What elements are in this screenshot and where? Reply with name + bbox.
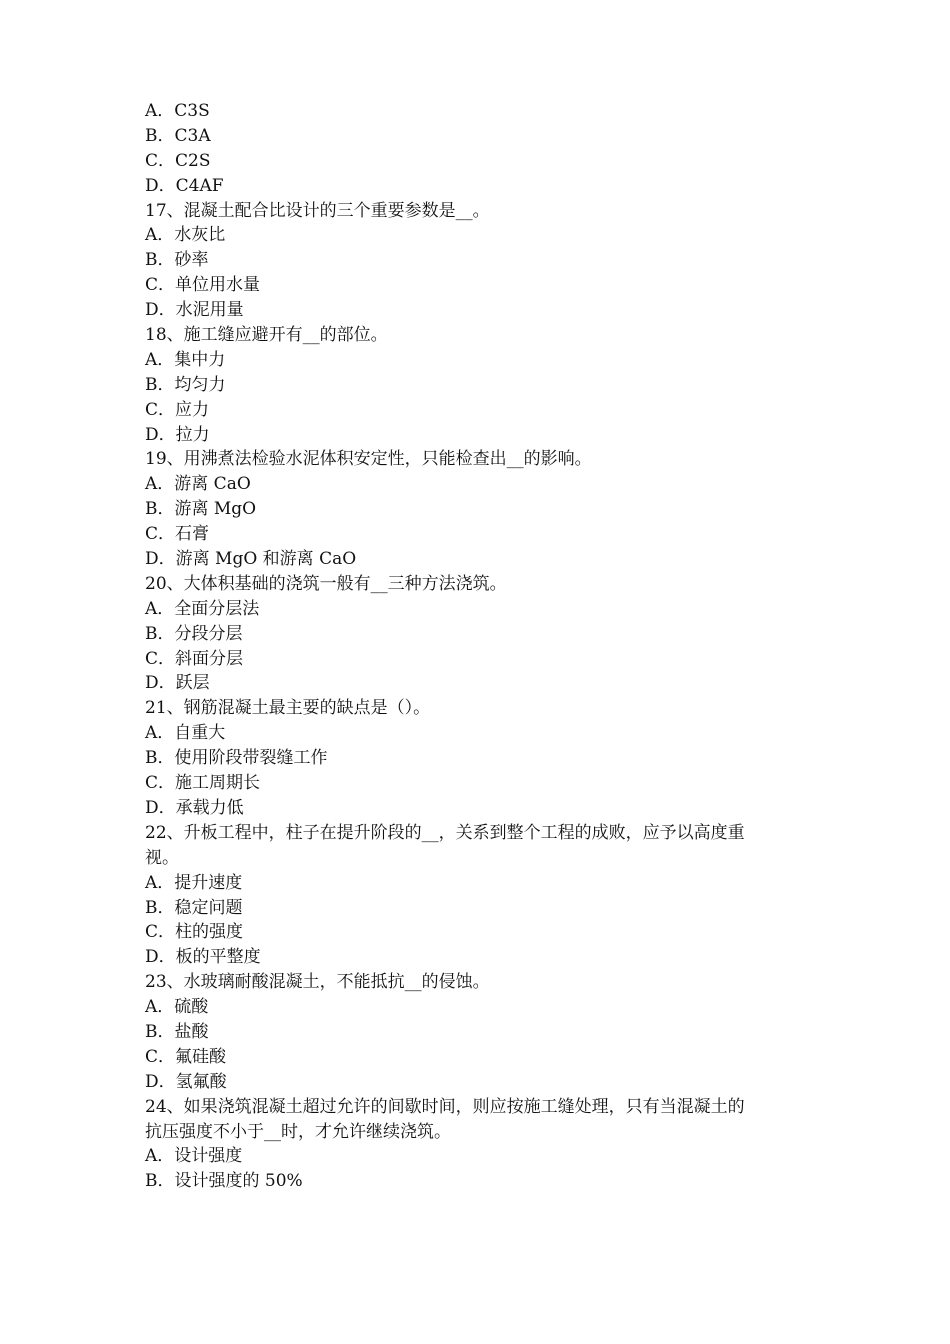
text-line: B．均匀力 <box>145 374 226 395</box>
text-line: A．水灰比 <box>145 225 226 246</box>
text-line: D．承载力低 <box>145 797 244 818</box>
text-line: B．砂率 <box>145 250 209 271</box>
text-line: A．硫酸 <box>145 997 209 1018</box>
text-line: 23、水玻璃耐酸混凝土，不能抵抗__的侵蚀。 <box>145 972 490 993</box>
text-line: 19、用沸煮法检验水泥体积安定性，只能检查出__的影响。 <box>145 449 592 470</box>
text-line: C．斜面分层 <box>145 648 244 669</box>
text-line: B．C3A <box>145 125 211 146</box>
text-line: B．盐酸 <box>145 1021 209 1042</box>
text-line: C．柱的强度 <box>145 922 244 943</box>
text-line: D．板的平整度 <box>145 947 261 968</box>
text-line: 24、如果浇筑混凝土超过允许的间歇时间，则应按施工缝处理，只有当混凝土的 <box>145 1096 745 1117</box>
text-line: B．设计强度的 50% <box>145 1171 303 1192</box>
text-line: D．拉力 <box>145 424 210 445</box>
text-line: D．水泥用量 <box>145 300 244 321</box>
text-line: 视。 <box>145 847 179 868</box>
text-line: D．游离 MgO 和游离 CaO <box>145 549 357 570</box>
text-line: 21、钢筋混凝土最主要的缺点是（）。 <box>145 698 431 719</box>
text-line: A．自重大 <box>145 723 226 744</box>
document-page <box>145 99 825 1194</box>
text-line: A．提升速度 <box>145 872 243 893</box>
text-line: C．单位用水量 <box>145 275 261 296</box>
text-line: 抗压强度不小于__时，才允许继续浇筑。 <box>145 1121 451 1142</box>
text-line: A．C3S <box>145 101 210 121</box>
text-line: A．集中力 <box>145 349 226 370</box>
text-line: A．设计强度 <box>145 1146 243 1167</box>
text-line: B．稳定问题 <box>145 897 243 918</box>
text-line: C．C2S <box>145 150 211 171</box>
text-line: D．跃层 <box>145 673 210 694</box>
text-line: 17、混凝土配合比设计的三个重要参数是__。 <box>145 200 490 221</box>
text-line: C．施工周期长 <box>145 773 261 794</box>
text-line: B．游离 MgO <box>145 499 257 520</box>
text-line: C．应力 <box>145 399 210 420</box>
text-line: B．使用阶段带裂缝工作 <box>145 748 328 769</box>
text-line: 20、大体积基础的浇筑一般有__三种方法浇筑。 <box>145 573 507 594</box>
text-line: B．分段分层 <box>145 623 243 644</box>
text-line: 18、施工缝应避开有__的部位。 <box>145 325 388 346</box>
text-line: A．全面分层法 <box>145 598 260 619</box>
text-line: 22、升板工程中，柱子在提升阶段的__，关系到整个工程的成败，应予以高度重 <box>145 822 745 843</box>
text-line: A．游离 CaO <box>145 474 251 495</box>
text-line: C．石膏 <box>145 524 210 545</box>
text-line: D．氢氟酸 <box>145 1071 227 1092</box>
text-line: D．C4AF <box>145 175 224 196</box>
text-line: C．氟硅酸 <box>145 1046 227 1067</box>
